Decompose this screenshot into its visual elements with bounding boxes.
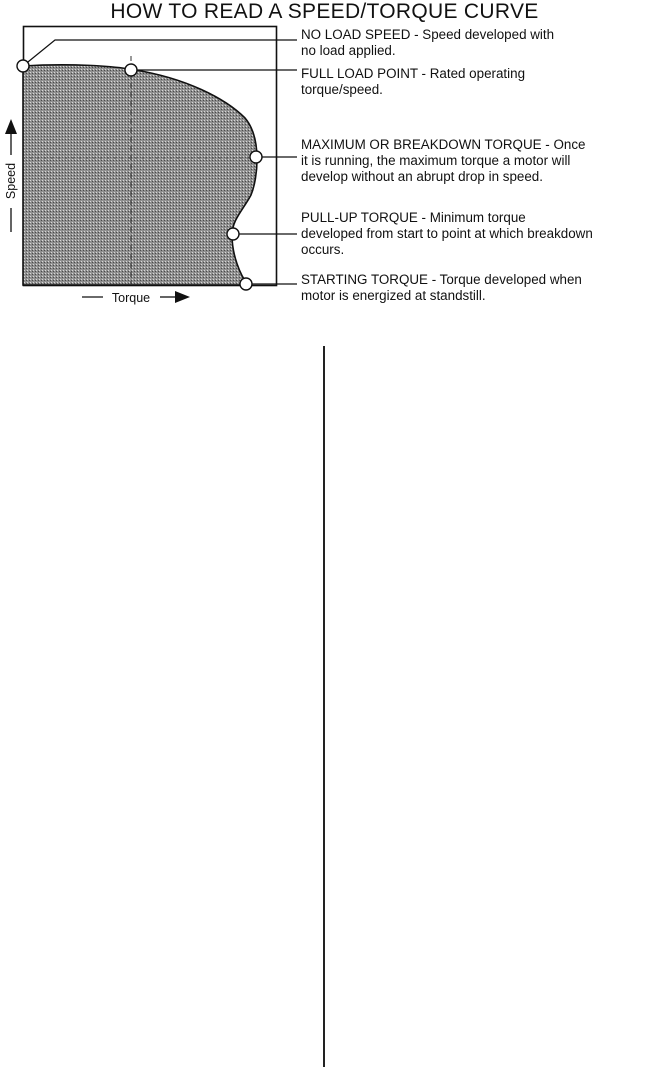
annotation-line: MAXIMUM OR BREAKDOWN TORQUE - Once [301, 137, 586, 152]
annotation-line: torque/speed. [301, 82, 383, 97]
speed-axis-label: Speed [4, 162, 18, 200]
annotation-line: motor is energized at standstill. [301, 288, 486, 303]
torque-arrow-icon [175, 291, 190, 303]
annotation-line: no load applied. [301, 43, 396, 58]
annotation-line: FULL LOAD POINT - Rated operating [301, 66, 526, 81]
annotation-line: occurs. [301, 242, 345, 257]
pull-up-torque-point [227, 228, 239, 240]
page-title: HOW TO READ A SPEED/TORQUE CURVE [110, 0, 539, 23]
torque-axis-label: Torque [111, 291, 151, 305]
annotation-line: NO LOAD SPEED - Speed developed with [301, 27, 555, 42]
annotation-line: PULL-UP TORQUE - Minimum torque [301, 210, 526, 225]
annotation-max-torque [301, 137, 649, 185]
annotation-full-load-point [301, 66, 649, 98]
annotation-line: STARTING TORQUE - Torque developed when [301, 272, 582, 287]
column-divider [323, 346, 325, 1067]
speed-arrow-icon [5, 119, 17, 134]
annotation-line: develop without an abrupt drop in speed. [301, 169, 543, 184]
annotation-line: developed from start to point at which breakdown [301, 226, 593, 241]
annotation-no-load-speed [301, 27, 649, 59]
no-load-leader [23, 40, 297, 66]
full-load-point [125, 64, 137, 76]
speed-torque-curve [23, 65, 257, 285]
no-load-speed-point [17, 60, 29, 72]
breakdown-torque-point [250, 151, 262, 163]
starting-torque-point [240, 278, 252, 290]
annotation-starting-torque [301, 272, 649, 304]
annotation-line: it is running, the maximum torque a motor will [301, 153, 571, 168]
annotation-pull-up-torque [301, 210, 649, 258]
